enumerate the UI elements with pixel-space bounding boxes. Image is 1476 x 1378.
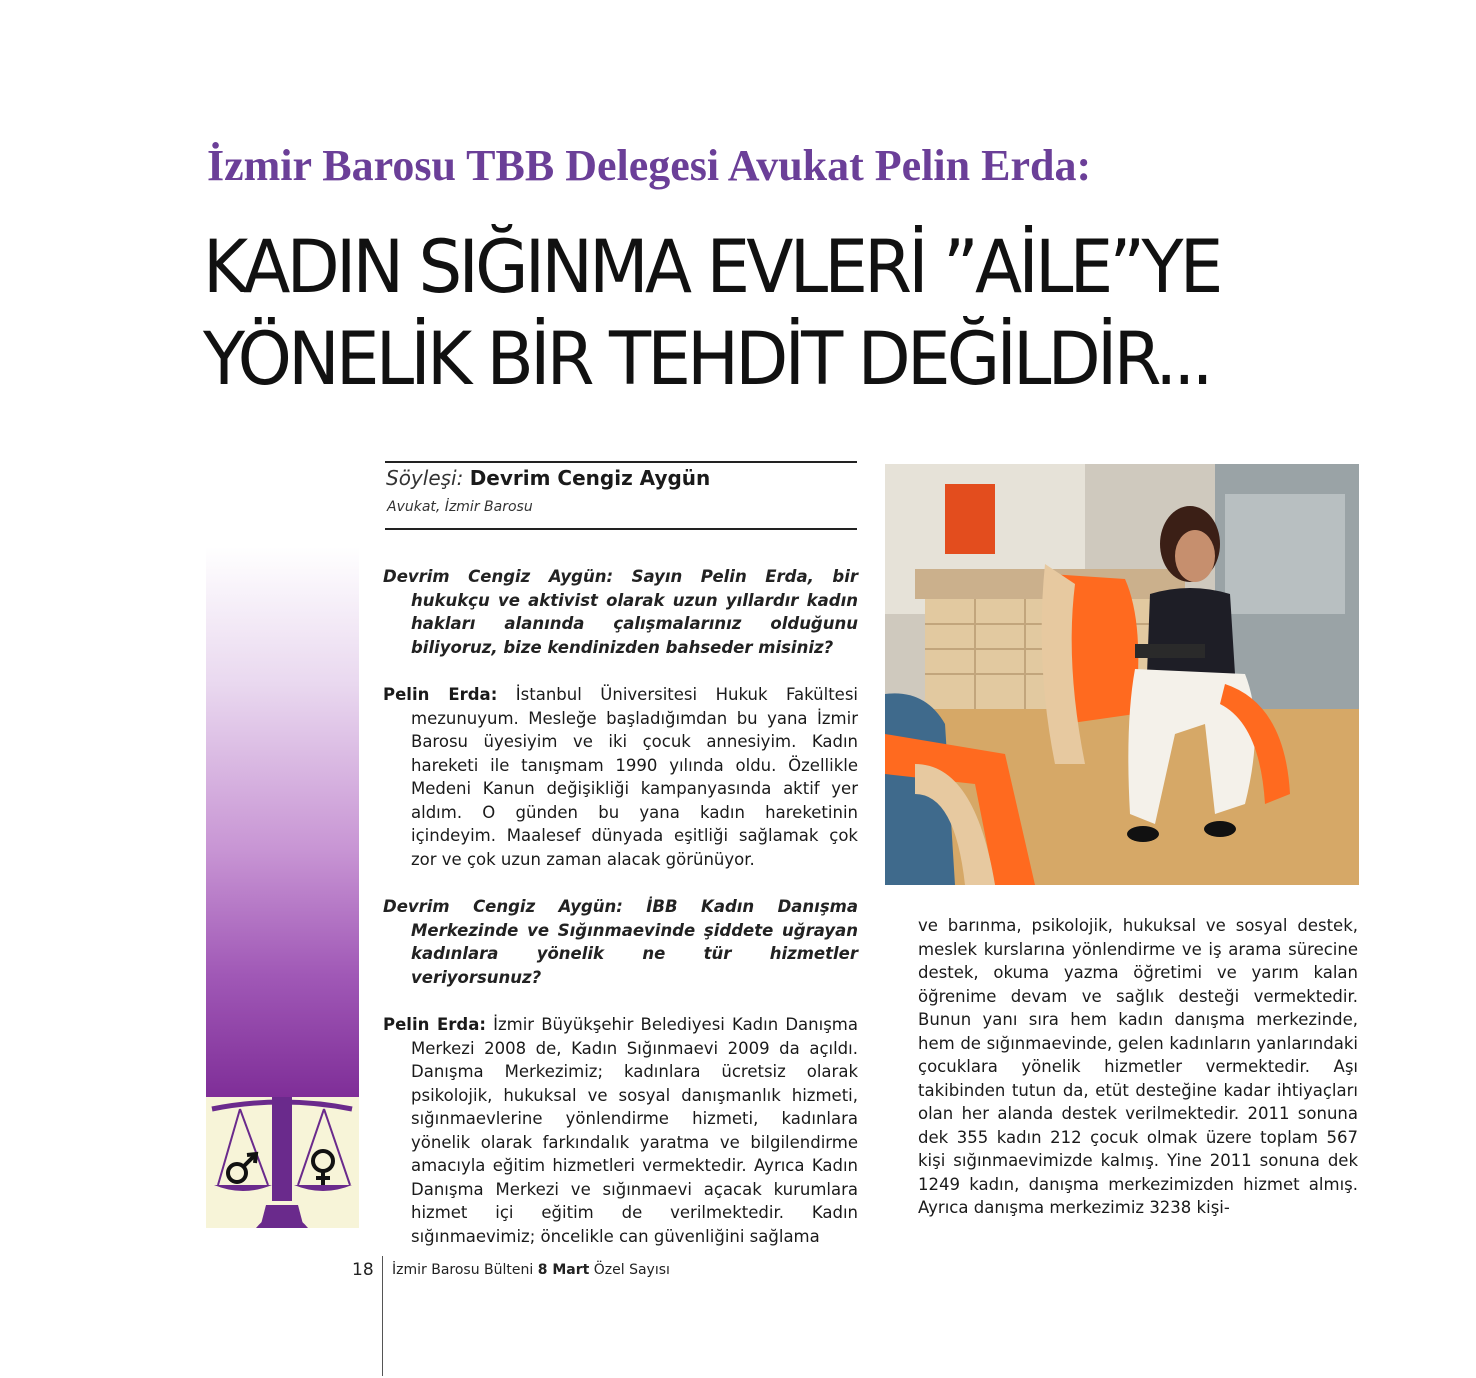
question-2-text: Devrim Cengiz Aygün: İBB Kadın Danışma Merkezinde ve Sığınmaevinde şiddete uğrayan kadınlara yönelik ne tür hizmetler veriyorsunuz? [383,897,858,987]
answer-1-text: İstanbul Üniversitesi Hukuk Fakültesi mezunuyum. Mesleğe başladığımdan bu yana İzmir Barosu üyesiyim ve iki çocuk annesiyim. Kadın hareketi ile tanışmam 1990 yılında oldu. Özellikle Medeni Kanun değişikliği kampanyasında aktif yer aldım. O günden bu yana kadın hareketinin içindeyim. Maalesef dünyada eşitliği sağlamak çok zor ve çok uzun zaman alacak görünüyor. [411,685,858,869]
footer-issue-rest: Özel Sayısı [593,1262,670,1278]
footer-publication [392,1262,670,1278]
female-symbol-icon [313,1151,333,1185]
byline-name: Devrim Cengiz Aygün [469,466,711,490]
answer-1-speaker: Pelin Erda: [383,685,498,704]
question-1 [383,565,858,659]
footer-issue-bold: 8 Mart [537,1262,590,1278]
footer-pub-name: İzmir Barosu Bülteni [392,1262,534,1278]
answer-1 [383,683,858,871]
decorative-gradient-bar [206,547,359,1097]
headline-line-1: KADIN SIĞINMA EVLERİ ”AİLE”YE [203,225,1220,310]
left-column [383,565,858,1272]
right-column-text: ve barınma, psikolojik, hukuksal ve sosyal destek, meslek kurslarına yönlendirme ve iş arama sürecine destek, okuma yazma öğretimi ve yarım kalan öğrenime devam ve sağlık desteği vermektedir. Bunun yanı sıra hem kadın danışma merkezinde, hem de sığınmaevinde, gelen kadınların yanlarındaki çocuklara yönelik hizmetler vermektedir. Aşı takibinden tutun da, etüt desteğine kadar ihtiyaçları olan her alanda destek verilmektedir. 2011 sonuna dek 355 kadın 212 çocuk olmak üzere toplam 567 kişi sığınmaevimizde kalmış. Yine 2011 sonuna dek 1249 kadın, danışma merkezimizden hizmet almış. Ayrıca danışma merkezimiz 3238 kişi- [918,916,1358,1217]
headline [203,222,1337,406]
byline-title: Avukat, İzmir Barosu [387,499,533,515]
kicker-title: İzmir Barosu TBB Delegesi Avukat Pelin Erda: [207,141,1092,190]
answer-2 [383,1013,858,1248]
question-1-text: Devrim Cengiz Aygün: Sayın Pelin Erda, bir hukukçu ve aktivist olarak uzun yıllardır kadın hakları alanında çalışmalarınız olduğunu biliyoruz, bize kendinizden bahseder misiniz? [383,567,858,657]
byline [386,466,710,490]
male-symbol-icon [228,1154,256,1182]
headline-line-2: YÖNELİK BİR TEHDİT DEĞİLDİR... [203,317,1210,402]
byline-bottom-rule [385,528,857,530]
question-2 [383,895,858,989]
answer-2-speaker: Pelin Erda: [383,1015,486,1034]
balance-scale-icon [206,1097,359,1228]
page-number: 18 [352,1260,374,1280]
byline-label: Söyleşi: [386,466,464,490]
answer-2-text: İzmir Büyükşehir Belediyesi Kadın Danışma Merkezi 2008 de, Kadın Sığınmaevi 2009 da açıldı. Danışma Merkezimiz; kadınlara ücretsiz olarak psikolojik, hukuksal ve sosyal danışmanlık hizmeti, sığınmaevlerine yönlendirme hizmeti, kadınlara yönelik olarak farkındalık yaratma ve bilgilendirme amacıyla eğitim hizmetleri vermektedir. Ayrıca Kadın Danışma Merkezi ve sığınmaevi açacak kurumlara hizmet içi eğitim de verilmektedir. Kadın sığınmaevimiz; öncelikle can güvenliğini sağlama [411,1015,858,1246]
footer-divider [382,1256,383,1376]
byline-top-rule [385,461,857,463]
right-column [918,914,1358,1220]
interview-photo [885,464,1359,885]
